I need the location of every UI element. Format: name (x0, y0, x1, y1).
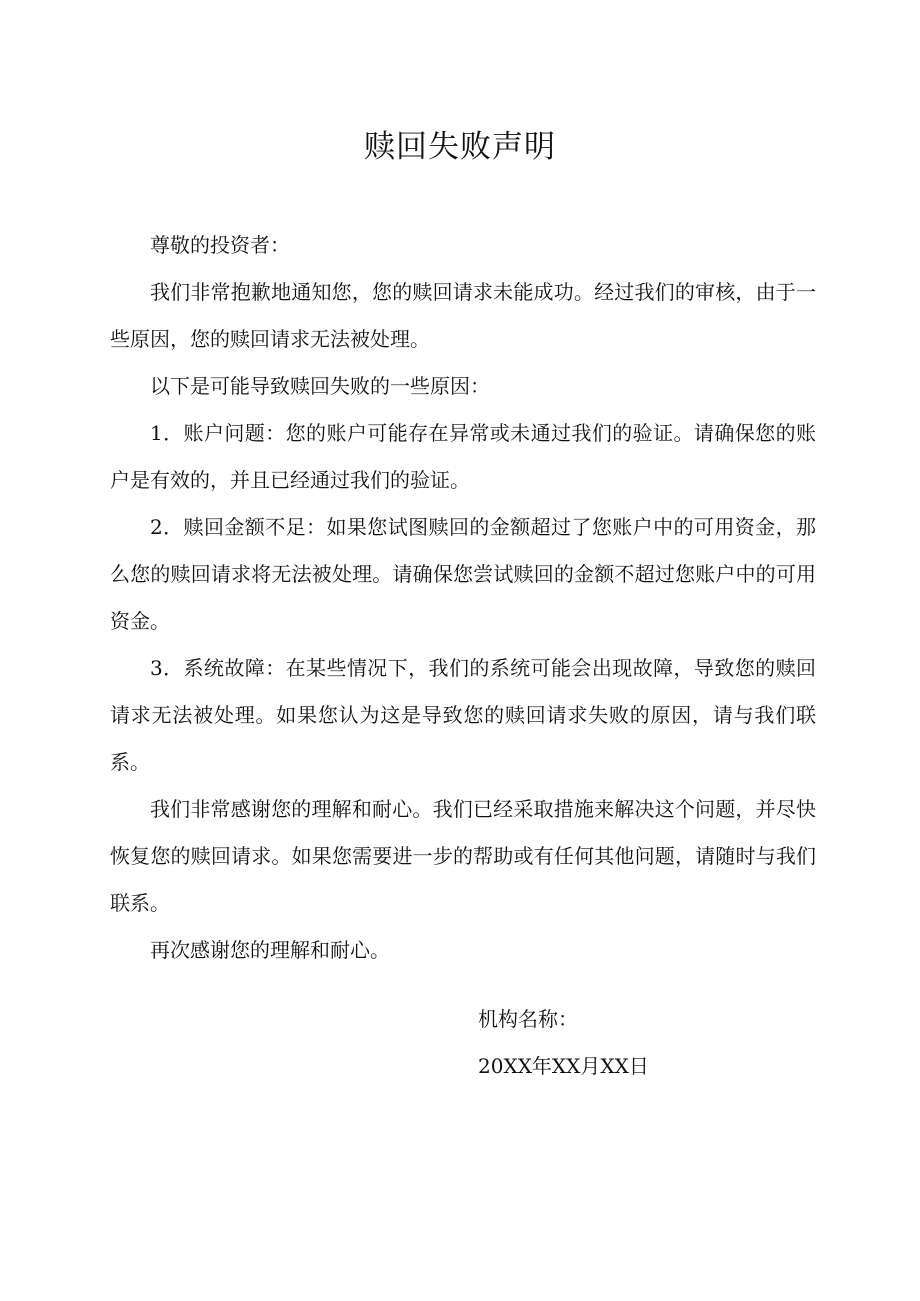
document-title: 赎回失败声明 (364, 129, 556, 165)
paragraph-closing: 再次感谢您的理解和耐心。 (150, 938, 390, 962)
organization-label: 机构名称： (478, 1007, 578, 1031)
paragraph-reason-2: 2．赎回金额不足：如果您试图赎回的金额超过了您账户中的可用资金，那么您的赎回请求将无法被处理。请确保您尝试赎回的金额不超过您账户中的可用资金。 (110, 515, 816, 633)
paragraph-intro: 我们非常抱歉地通知您，您的赎回请求未能成功。经过我们的审核，由于一些原因，您的赎回请求无法被处理。 (110, 280, 816, 351)
signature-block (478, 996, 649, 1090)
paragraph-reasons-heading: 以下是可能导致赎回失败的一些原因： (150, 374, 490, 398)
salutation: 尊敬的投资者： (150, 233, 290, 257)
document-body (110, 222, 816, 974)
signature-date: 20XX年XX月XX日 (478, 1054, 649, 1078)
paragraph-thanks: 我们非常感谢您的理解和耐心。我们已经采取措施来解决这个问题，并尽快恢复您的赎回请求。如果您需要进一步的帮助或有任何其他问题，请随时与我们联系。 (110, 797, 816, 915)
paragraph-reason-3: 3．系统故障：在某些情况下，我们的系统可能会出现故障，导致您的赎回请求无法被处理。如果您认为这是导致您的赎回请求失败的原因，请与我们联系。 (110, 656, 816, 774)
paragraph-reason-1: 1．账户问题：您的账户可能存在异常或未通过我们的验证。请确保您的账户是有效的，并且已经通过我们的验证。 (110, 421, 816, 492)
